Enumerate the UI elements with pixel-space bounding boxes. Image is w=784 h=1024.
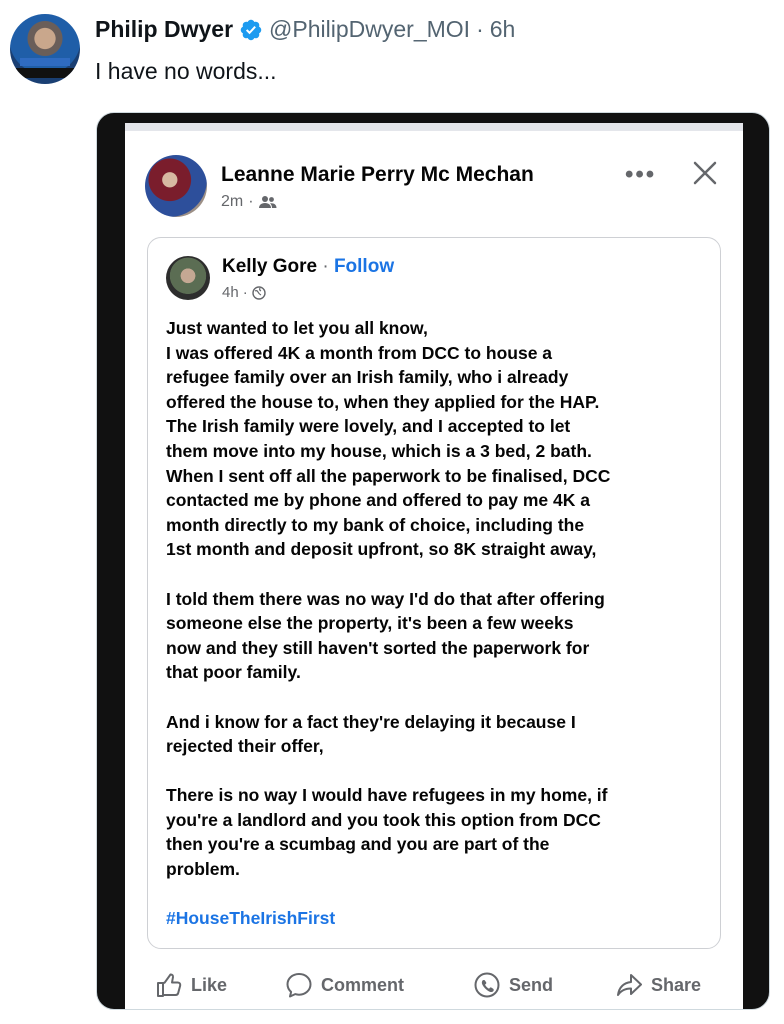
author-avatar[interactable] [10,14,80,84]
follow-link: Follow [333,256,395,277]
share-action [615,971,701,999]
shared-author-avatar [166,256,210,300]
share-arrow-icon [615,971,643,999]
like-label: Like [191,974,228,995]
shared-post-card [147,237,721,949]
facebook-post-screenshot [125,123,743,1010]
comment-bubble-icon [285,971,313,999]
send-label: Send [509,974,554,995]
post-paragraph: I told them there was no way I'd do that after offering someone else the property, it's been a few weeks now and they still haven't sorted the paperwork for that poor family. [166,588,605,683]
fb-meta-separator: · [248,193,254,210]
tweet-text: I have no words... [95,58,277,84]
messenger-send-icon [473,971,501,999]
tweet-header [95,16,515,43]
share-label: Share [651,974,702,995]
fb-author-name: Leanne Marie Perry Mc Mechan [221,163,534,186]
friends-audience-icon [259,195,277,209]
fb-post-meta [221,193,277,211]
send-action [473,971,553,999]
screenshot-top-bar [125,123,743,131]
shared-post-meta [222,284,266,301]
more-options-icon: ••• [625,161,657,188]
tweet-media-image[interactable] [96,112,770,1010]
tweet-timestamp[interactable]: 6h [489,16,516,42]
author-display-name[interactable]: Philip Dwyer [95,16,234,42]
comment-label: Comment [321,974,405,995]
post-paragraph: Just wanted to let you all know, I was offered 4K a month from DCC to house a refugee family over an Irish family, who i already offered the house to, when they applied for the HAP. The Irish family were lovely, and I accepted to let them move into my house, which is a 3 bed, 2 bath. When I sent off all the paperwork to be finalised, DCC contacted me by phone and offered to pay me 4K a month directly to my bank of choice, including the 1st month and deposit upfront, so 8K straight away, [166,318,611,560]
thumbs-up-icon [155,971,183,999]
like-action [155,971,227,999]
post-hashtag: #HouseTheIrishFirst [166,908,336,929]
shared-post-time: 4h [222,284,239,301]
fb-post-time: 2m [221,193,244,210]
shared-meta-separator: · [242,284,248,301]
fb-author-avatar [145,155,207,217]
comment-action [285,971,404,999]
verified-badge-icon [239,18,263,42]
author-handle[interactable]: @PhilipDwyer_MOI [269,16,471,42]
post-action-bar [125,965,743,1005]
time-separator: · [476,16,484,42]
shared-author-name: Kelly Gore [222,256,318,277]
globe-public-icon [252,286,266,300]
shared-separator: · [322,256,329,277]
shared-post-header [222,256,394,278]
close-icon [691,159,719,187]
post-paragraph: And i know for a fact they're delaying it because I rejected their offer, [166,711,576,757]
post-paragraph: There is no way I would have refugees in my home, if you're a landlord and you took this option from DCC then you're a scumbag and you are part of the problem. [166,785,608,880]
shared-post-body [166,316,706,931]
